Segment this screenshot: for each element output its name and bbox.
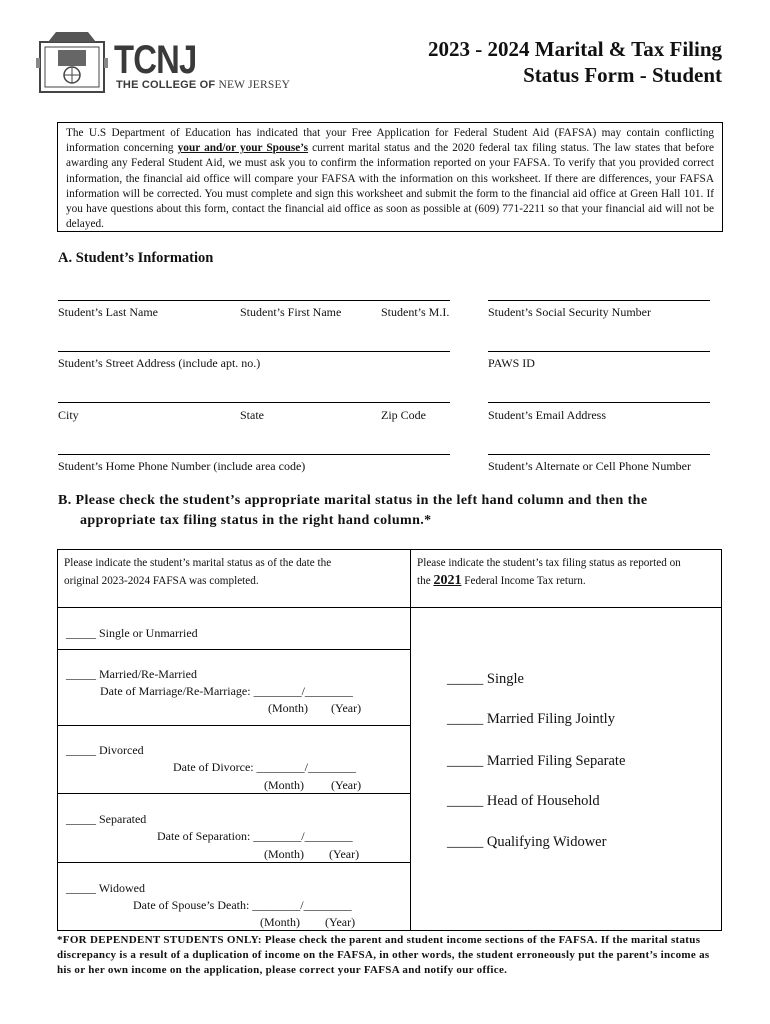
section-a-title: A. Student’s Information: [58, 250, 214, 266]
row-divider: [58, 649, 410, 650]
paws-line[interactable]: [488, 351, 710, 352]
street-line[interactable]: [58, 351, 450, 352]
home-phone-label: Student’s Home Phone Number (include area code): [58, 459, 306, 473]
year-label: (Year): [331, 701, 362, 715]
intro-notice: The U.S Department of Education has indicated that your Free Application for Federal Student Aid (FAFSA) may contain conflicting information concerning your and/or your Spouse’s current marital status and the 2020 federal tax filing status. The law states that before awarding any Federal Student Aid, we must ask you to confirm the information reported on your FAFSA. To verify that you provided correct information, the financial aid office will compare your FAFSA with the information on this worksheet. If there are differences, your FAFSA information will be corrected. You must complete and sign this worksheet and submit the form to the financial aid office at Green Hall 101. If you have questions about this form, contact the financial aid office as soon as possible at (609) 771-2211 so that your financial aid will not be delayed.: [57, 122, 723, 232]
zip-label: Zip Code: [381, 408, 426, 422]
name-line[interactable]: [58, 300, 450, 301]
row-divider: [58, 725, 410, 726]
tax-qualifying-widower-option[interactable]: _____ Qualifying Widower: [447, 834, 607, 850]
cell-phone-line[interactable]: [488, 454, 710, 455]
widowed-option[interactable]: _____ Widowed: [66, 881, 145, 895]
separated-option[interactable]: _____ Separated: [66, 812, 147, 826]
cell-phone-label: Student’s Alternate or Cell Phone Number: [488, 459, 691, 473]
tax-married-jointly-option[interactable]: _____ Married Filing Jointly: [447, 711, 615, 727]
row-divider: [58, 862, 410, 863]
status-table: [57, 549, 722, 931]
tax-single-option[interactable]: _____ Single: [447, 671, 524, 687]
month-label: (Month): [260, 915, 300, 929]
death-date-field[interactable]: Date of Spouse’s Death: ________/________: [133, 898, 352, 912]
mi-label: Student’s M.I.: [381, 305, 450, 319]
divorce-date-field[interactable]: Date of Divorce: ________/________: [173, 760, 356, 774]
month-label: (Month): [268, 701, 308, 715]
year-label: (Year): [325, 915, 356, 929]
logo-wordmark: TCNJ: [114, 38, 197, 82]
section-b-title: B. Please check the student’s appropriate marital status in the left hand column and then the appropriate tax filing status in the right hand column.*: [58, 493, 648, 528]
separation-date-field[interactable]: Date of Separation: ________/________: [157, 829, 353, 843]
paws-label: PAWS ID: [488, 356, 535, 370]
row-divider: [58, 793, 410, 794]
marriage-date-field[interactable]: Date of Marriage/Re-Marriage: ________/________: [100, 684, 353, 698]
tax-head-of-household-option[interactable]: _____ Head of Household: [447, 793, 600, 809]
logo-subtitle: THE COLLEGE OF NEW JERSEY: [116, 79, 291, 91]
email-label: Student’s Email Address: [488, 408, 606, 422]
last-name-label: Student’s Last Name: [58, 305, 158, 319]
intro-emphasis: your and/or your Spouse’s: [177, 142, 309, 155]
ssn-label: Student’s Social Security Number: [488, 305, 651, 319]
city-label: City: [58, 408, 79, 422]
divorced-option[interactable]: _____ Divorced: [66, 743, 144, 757]
month-label: (Month): [264, 778, 304, 792]
dependent-students-footnote: *FOR DEPENDENT STUDENTS ONLY: Please check the parent and student income sections of the FAFSA. If the marital status discrepancy is a result of a duplication of income on the FAFSA, in other words, the student erroneously put the parent’s income as his or her own income on the application, please correct your FAFSA and notify our office.: [57, 934, 710, 976]
married-option[interactable]: _____ Married/Re-Married: [66, 667, 197, 681]
street-label: Student’s Street Address (include apt. no.): [58, 356, 261, 370]
college-seal-icon: [36, 28, 108, 96]
single-unmarried-option[interactable]: _____ Single or Unmarried: [66, 626, 198, 640]
state-label: State: [240, 408, 264, 422]
year-label: (Year): [331, 778, 362, 792]
form-title: 2023 - 2024 Marital & Tax Filing Status Form - Student: [428, 37, 722, 87]
ssn-line[interactable]: [488, 300, 710, 301]
city-state-zip-line[interactable]: [58, 402, 450, 403]
month-label: (Month): [264, 847, 304, 861]
marital-status-header: Please indicate the student’s marital status as of the date the original 2023-2024 FAFSA was completed.: [64, 557, 332, 587]
email-line[interactable]: [488, 402, 710, 403]
tax-year: 2021: [433, 573, 462, 588]
first-name-label: Student’s First Name: [240, 305, 342, 319]
home-phone-line[interactable]: [58, 454, 450, 455]
tax-married-separate-option[interactable]: _____ Married Filing Separate: [447, 753, 626, 769]
tcnj-logo: [36, 28, 306, 98]
header-divider: [58, 607, 721, 608]
year-label: (Year): [329, 847, 360, 861]
tax-status-header: Please indicate the student’s tax filing status as reported on the 2021 Federal Income Tax return.: [417, 557, 681, 588]
